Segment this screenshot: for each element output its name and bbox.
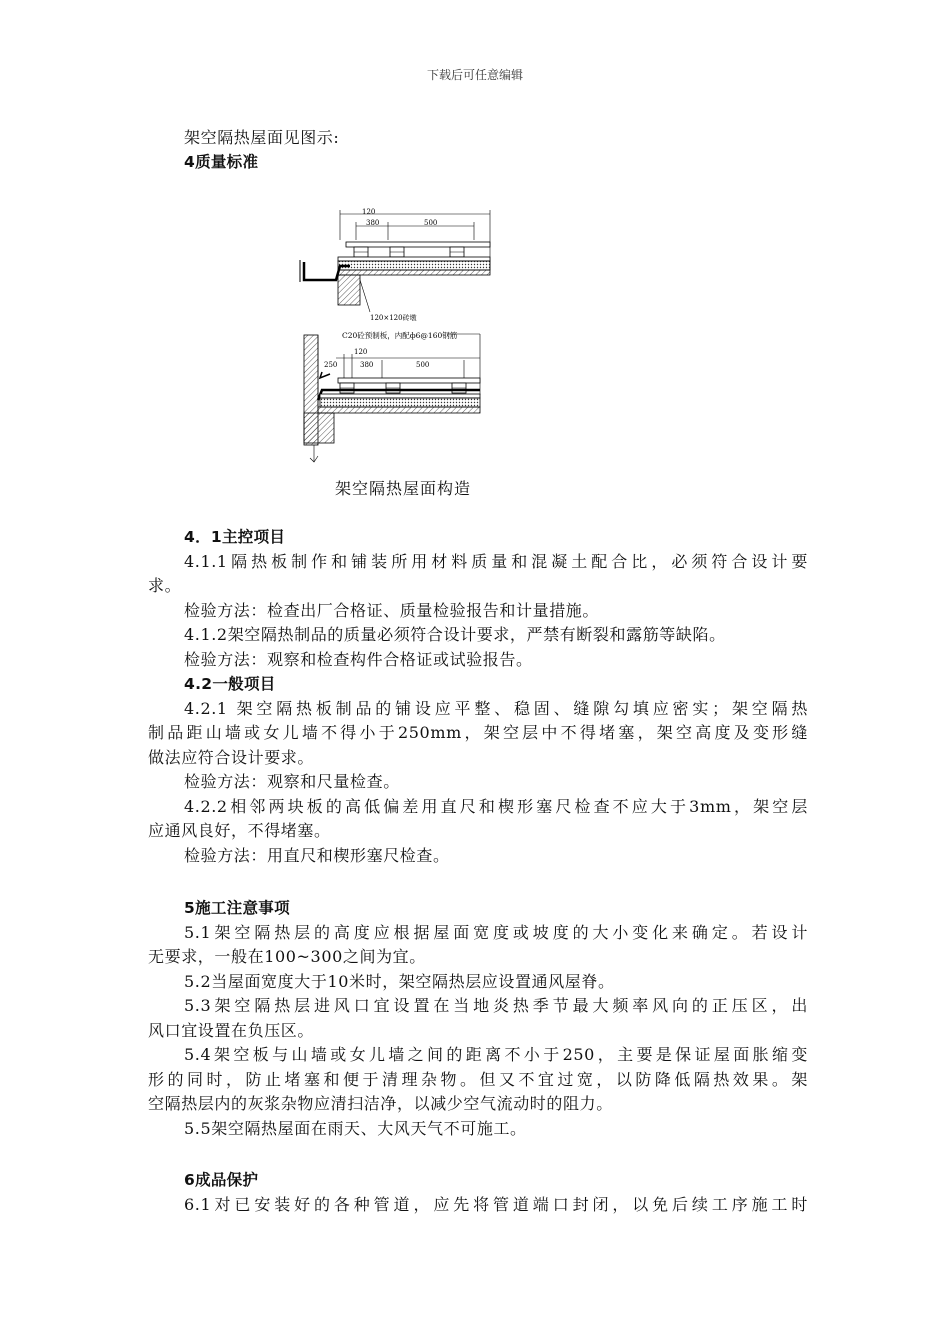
paragraph-line: 形的同时，防止堵塞和便于清理杂物。但又不宜过宽，以防降低隔热效果。架 [148, 1070, 808, 1089]
dim-380-bottom: 380 [360, 361, 374, 369]
paragraph-line: 空隔热层内的灰浆杂物应清扫洁净，以减少空气流动时的阻力。 [148, 1094, 613, 1113]
paragraph-line: 无要求，一般在100~300之间为宜。 [148, 947, 426, 966]
paragraph-line: 制品距山墙或女儿墙不得小于250mm，架空层中不得堵塞，架空高度及变形缝 [148, 723, 808, 742]
section-4-heading: 4质量标准 [184, 153, 259, 171]
intro-text: 架空隔热屋面见图示: [184, 128, 340, 147]
page-header: 下载后可任意编辑 [426, 68, 523, 82]
paragraph-line: 5.5架空隔热屋面在雨天、大风天气不可施工。 [184, 1119, 527, 1138]
dim-500-top: 500 [424, 219, 438, 227]
section-5-heading: 5施工注意事项 [184, 899, 290, 917]
paragraph-line: 应通风良好，不得堵塞。 [148, 821, 331, 840]
dim-500-bottom: 500 [416, 361, 430, 369]
lower-detail [304, 330, 480, 462]
roof-section-diagram [290, 200, 500, 470]
dim-120-bottom: 120 [354, 348, 368, 356]
paragraph-line: 4.1.1隔热板制作和铺装所用材料质量和混凝土配合比，必须符合设计要 [184, 552, 808, 571]
section-4-2-heading: 4.2一般项目 [184, 675, 276, 693]
paragraph-line: 检验方法：检查出厂合格证、质量检验报告和计量措施。 [184, 601, 600, 620]
paragraph-line: 检验方法：观察和尺量检查。 [184, 772, 400, 791]
dim-380-top: 380 [366, 219, 380, 227]
dim-250: 250 [324, 361, 338, 369]
paragraph-line: 检验方法：用直尺和楔形塞尺检查。 [184, 846, 450, 865]
precast-slab-label: C20砼预制板，内配ф6@160钢筋 [342, 331, 458, 340]
paragraph-line: 5.4架空板与山墙或女儿墙之间的距离不小于250，主要是保证屋面胀缩变 [184, 1045, 808, 1064]
paragraph-line: 检验方法：观察和检查构件合格证或试验报告。 [184, 650, 533, 669]
dim-120-top: 120 [362, 208, 376, 216]
brick-pier-label: 120×120砖墩 [370, 314, 417, 322]
paragraph-line: 4.2.1 架空隔热板制品的铺设应平整、稳固、缝隙勾填应密实；架空隔热 [184, 699, 808, 718]
paragraph-line: 4.1.2架空隔热制品的质量必须符合设计要求，严禁有断裂和露筋等缺陷。 [184, 625, 726, 644]
upper-detail [300, 208, 490, 322]
paragraph-line: 5.1架空隔热层的高度应根据屋面宽度或坡度的大小变化来确定。若设计 [184, 923, 808, 942]
paragraph-line: 6.1对已安装好的各种管道，应先将管道端口封闭，以免后续工序施工时 [184, 1195, 808, 1214]
paragraph-line: 做法应符合设计要求。 [148, 748, 315, 767]
paragraph-line: 4.2.2相邻两块板的高低偏差用直尺和楔形塞尺检查不应大于3mm，架空层 [184, 797, 808, 816]
section-4-1-heading: 4．1主控项目 [184, 528, 286, 546]
figure-caption: 架空隔热屋面构造 [334, 479, 471, 498]
paragraph-line: 求。 [148, 576, 182, 595]
section-6-heading: 6成品保护 [184, 1171, 259, 1189]
paragraph-line: 风口宜设置在负压区。 [148, 1021, 315, 1040]
paragraph-line: 5.2当屋面宽度大于10米时，架空隔热层应设置通风屋脊。 [184, 972, 615, 991]
paragraph-line: 5.3架空隔热层进风口宜设置在当地炎热季节最大频率风向的正压区，出 [184, 996, 808, 1015]
